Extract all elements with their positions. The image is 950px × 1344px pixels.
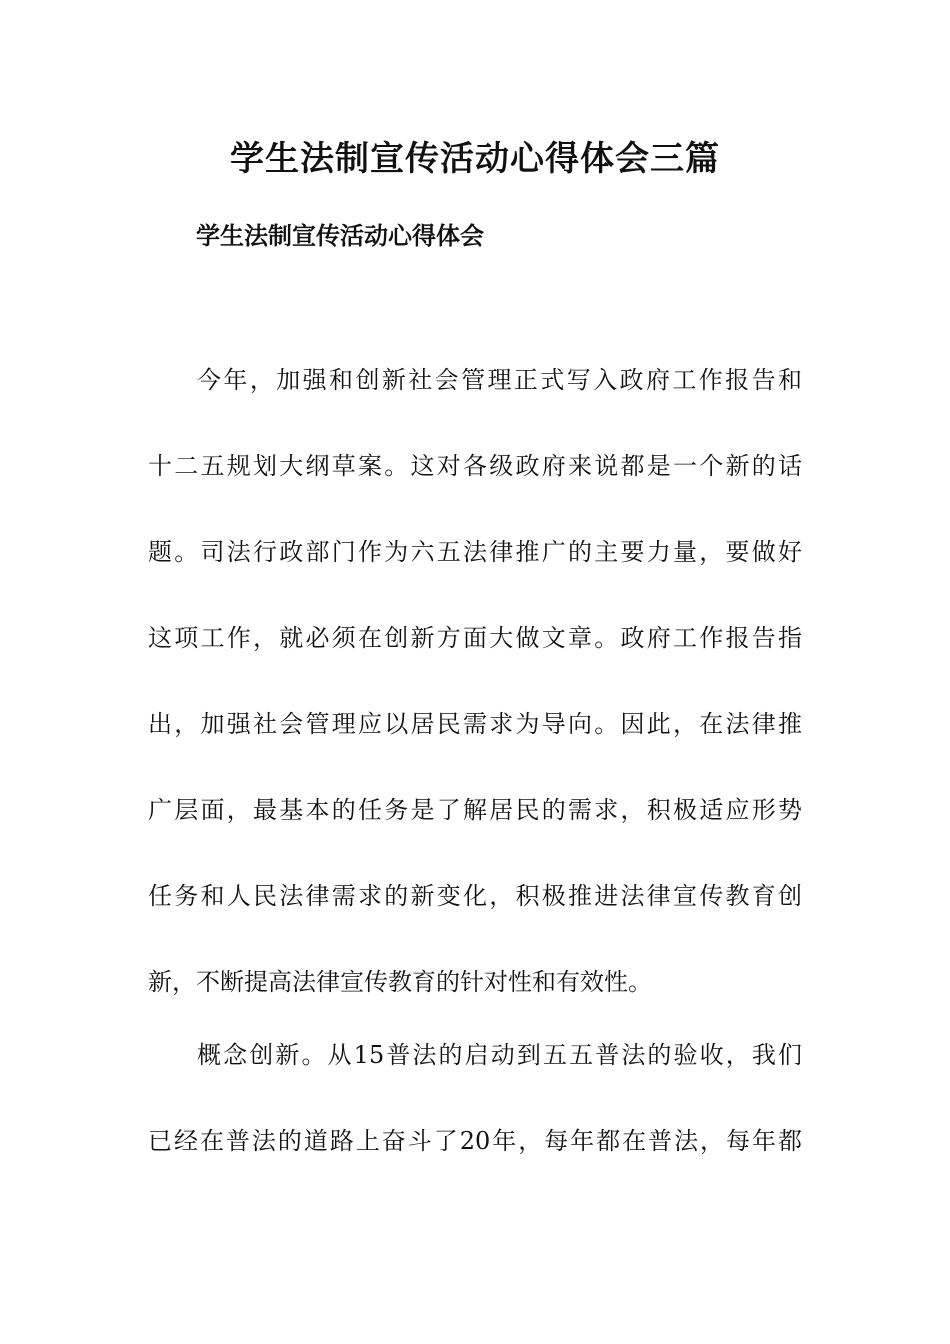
paragraph-line: 新，不断提高法律宣传教育的针对性和有效性。 (148, 968, 652, 996)
paragraph-line: 题。司法行政部门作为六五法律推广的主要力量，要做好 (148, 538, 802, 566)
document-title: 学生法制宣传活动心得体会三篇 (230, 139, 720, 179)
paragraph-line: 出，加强社会管理应以居民需求为导向。因此，在法律推 (148, 710, 802, 738)
paragraph-line: 这项工作，就必须在创新方面大做文章。政府工作报告指 (148, 624, 802, 652)
paragraph-line: 广层面，最基本的任务是了解居民的需求，积极适应形势 (148, 796, 802, 824)
paragraph-line: 十二五规划大纲草案。这对各级政府来说都是一个新的话 (148, 452, 802, 480)
paragraph-line: 今年，加强和创新社会管理正式写入政府工作报告和 (197, 366, 802, 394)
paragraph-line: 概念创新。从15普法的启动到五五普法的验收，我们 (197, 1041, 802, 1069)
document-subtitle: 学生法制宣传活动心得体会 (196, 222, 484, 250)
paragraph-line: 已经在普法的道路上奋斗了20年，每年都在普法，每年都 (148, 1127, 802, 1155)
paragraph-line: 任务和人民法律需求的新变化，积极推进法律宣传教育创 (148, 882, 802, 910)
